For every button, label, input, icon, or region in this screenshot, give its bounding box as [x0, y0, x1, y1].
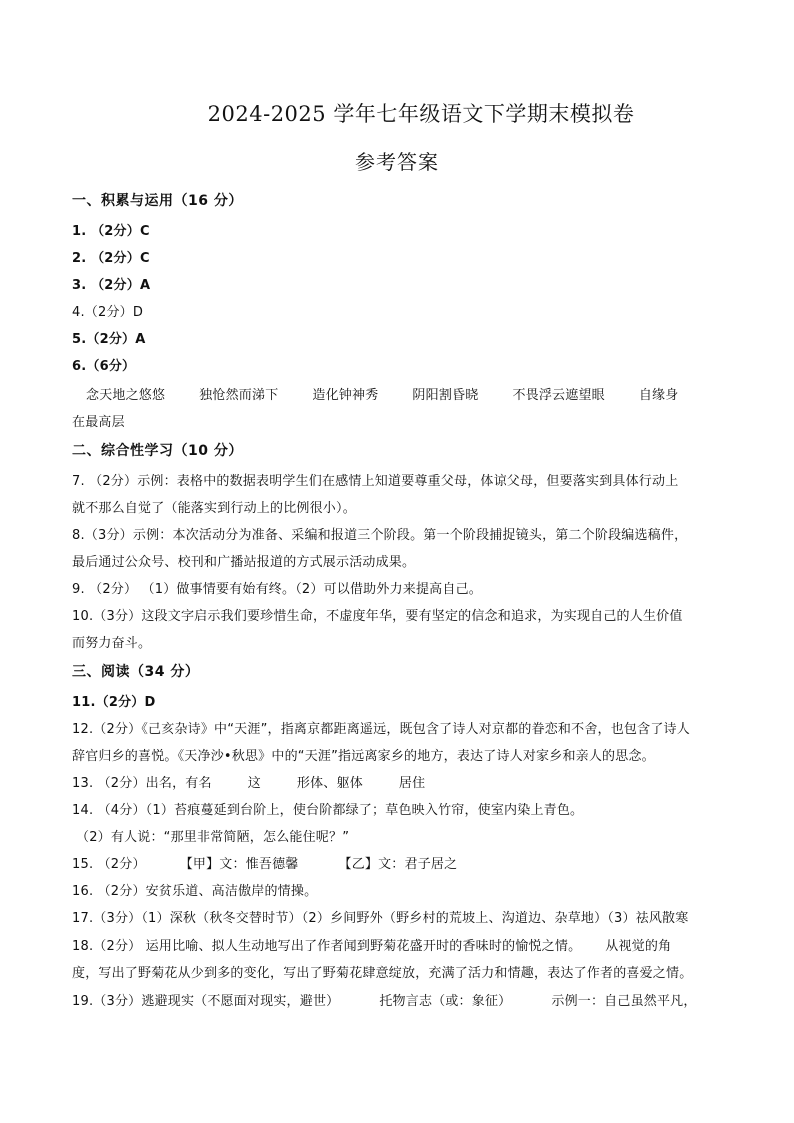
poem-line: 自缘身 [638, 388, 679, 403]
poem-line: 不畏浮云遮望眼 [512, 388, 605, 403]
answer-10-line-1: 10.（3分）这段文字启示我们要珍惜生命，不虚度年华，要有坚定的信念和追求，为实现自己的人生价值 [72, 609, 683, 624]
answer-8-line-1: 8.（3分）示例：本次活动分为准备、采编和报道三个阶段。第一个阶段捕捉镜头，第二个阶段编选稿件， [72, 528, 688, 543]
answer-17: 17.（3分）（1）深秋（秋冬交替时节）（2）乡间野外（野乡村的荒坡上、沟道边、杂草地）（3）祛风散寒 [72, 911, 689, 926]
answer-12-line-1: 12.（2分）《己亥杂诗》中“天涯”，指离京都距离遥远，既包含了诗人对京都的眷恋和不舍，也包含了诗人 [72, 722, 690, 737]
answer-15-jia: 【甲】文：惟吾德馨 [179, 857, 299, 872]
answer-4: 4.（2分）D [72, 305, 144, 320]
answer-19-part-c: 示例一：自己虽然平凡， [551, 994, 697, 1009]
poem-line: 念天地之悠悠 [86, 388, 166, 403]
answer-6: 6.（6分） [72, 359, 136, 374]
answer-13-label: 13. （2分）出名，有名 [72, 776, 212, 791]
answer-16: 16. （2分）安贫乐道、高洁傲岸的情操。 [72, 884, 318, 899]
answer-7-line-2: 就不那么自觉了（能落实到行动上的比例很小）。 [72, 501, 356, 516]
answer-18-line-2: 度，写出了野菊花从少到多的变化，写出了野菊花肆意绽放，充满了活力和情趣，表达了作者的喜爱之情。 [72, 966, 693, 981]
answer-18-part-a: 18.（2分） 运用比喻、拟人生动地写出了作者闻到野菊花盛开时的香味时的愉悦之情。 [72, 939, 582, 954]
answer-13-item: 居住 [398, 776, 426, 791]
answer-6-items [86, 384, 746, 403]
answer-14-line-1: 14. （4分）（1）苔痕蔓延到台阶上，使台阶都绿了；草色映入竹帘，使室内染上青色。 [72, 803, 584, 818]
poem-line: 阴阳割昏晓 [412, 388, 479, 403]
section-heading-2: 二、综合性学习（10 分） [72, 443, 243, 459]
answer-3: 3. （2分）A [72, 278, 151, 293]
answer-6-cont: 在最高层 [72, 415, 125, 430]
answer-19 [72, 990, 732, 1009]
answer-19-part-b: 托物言志（或：象征） [379, 994, 512, 1009]
answer-19-part-a: 19.（3分）逃避现实（不愿面对现实，避世） [72, 994, 340, 1009]
answer-14-line-2: （2）有人说：“那里非常简陋，怎么能住呢？” [76, 830, 350, 845]
answer-15-yi: 【乙】文：君子居之 [338, 857, 458, 872]
answer-2: 2. （2分）C [72, 251, 150, 266]
answer-8-line-2: 最后通过公众号、校刊和广播站报道的方式展示活动成果。 [72, 555, 416, 570]
answer-7-line-1: 7. （2分）示例：表格中的数据表明学生们在感情上知道要尊重父母，体谅父母，但要落实到具体行动上 [72, 474, 679, 489]
answer-13-item: 这 [247, 776, 261, 791]
poem-line: 造化钟神秀 [312, 388, 379, 403]
answer-9: 9. （2分） （1）做事情要有始有终。（2）可以借助外力来提高自己。 [72, 582, 482, 597]
answer-5: 5.（2分）A [72, 332, 146, 347]
answer-18-part-b: 从视觉的角 [605, 939, 672, 954]
answer-11: 11.（2分）D [72, 695, 156, 710]
answer-1: 1. （2分）C [72, 224, 150, 239]
answer-15 [72, 853, 732, 872]
page-subtitle: 参考答案 [355, 150, 439, 174]
page-title: 2024-2025 学年七年级语文下学期末模拟卷 [207, 102, 635, 126]
answer-12-line-2: 辞官归乡的喜悦。《天净沙•秋思》中的“天涯”指远离家乡的地方，表达了诗人对家乡和亲人的思念。 [72, 749, 655, 764]
answer-13-item: 形体、躯体 [296, 776, 363, 791]
answer-15-label: 15. （2分） [72, 857, 146, 872]
section-heading-1: 一、积累与运用（16 分） [72, 193, 243, 209]
poem-line: 独怆然而涕下 [199, 388, 279, 403]
answer-13 [72, 772, 732, 791]
section-heading-3: 三、阅读（34 分） [72, 664, 200, 680]
answer-18-line-1 [72, 935, 732, 954]
answer-10-line-2: 而努力奋斗。 [72, 636, 152, 651]
